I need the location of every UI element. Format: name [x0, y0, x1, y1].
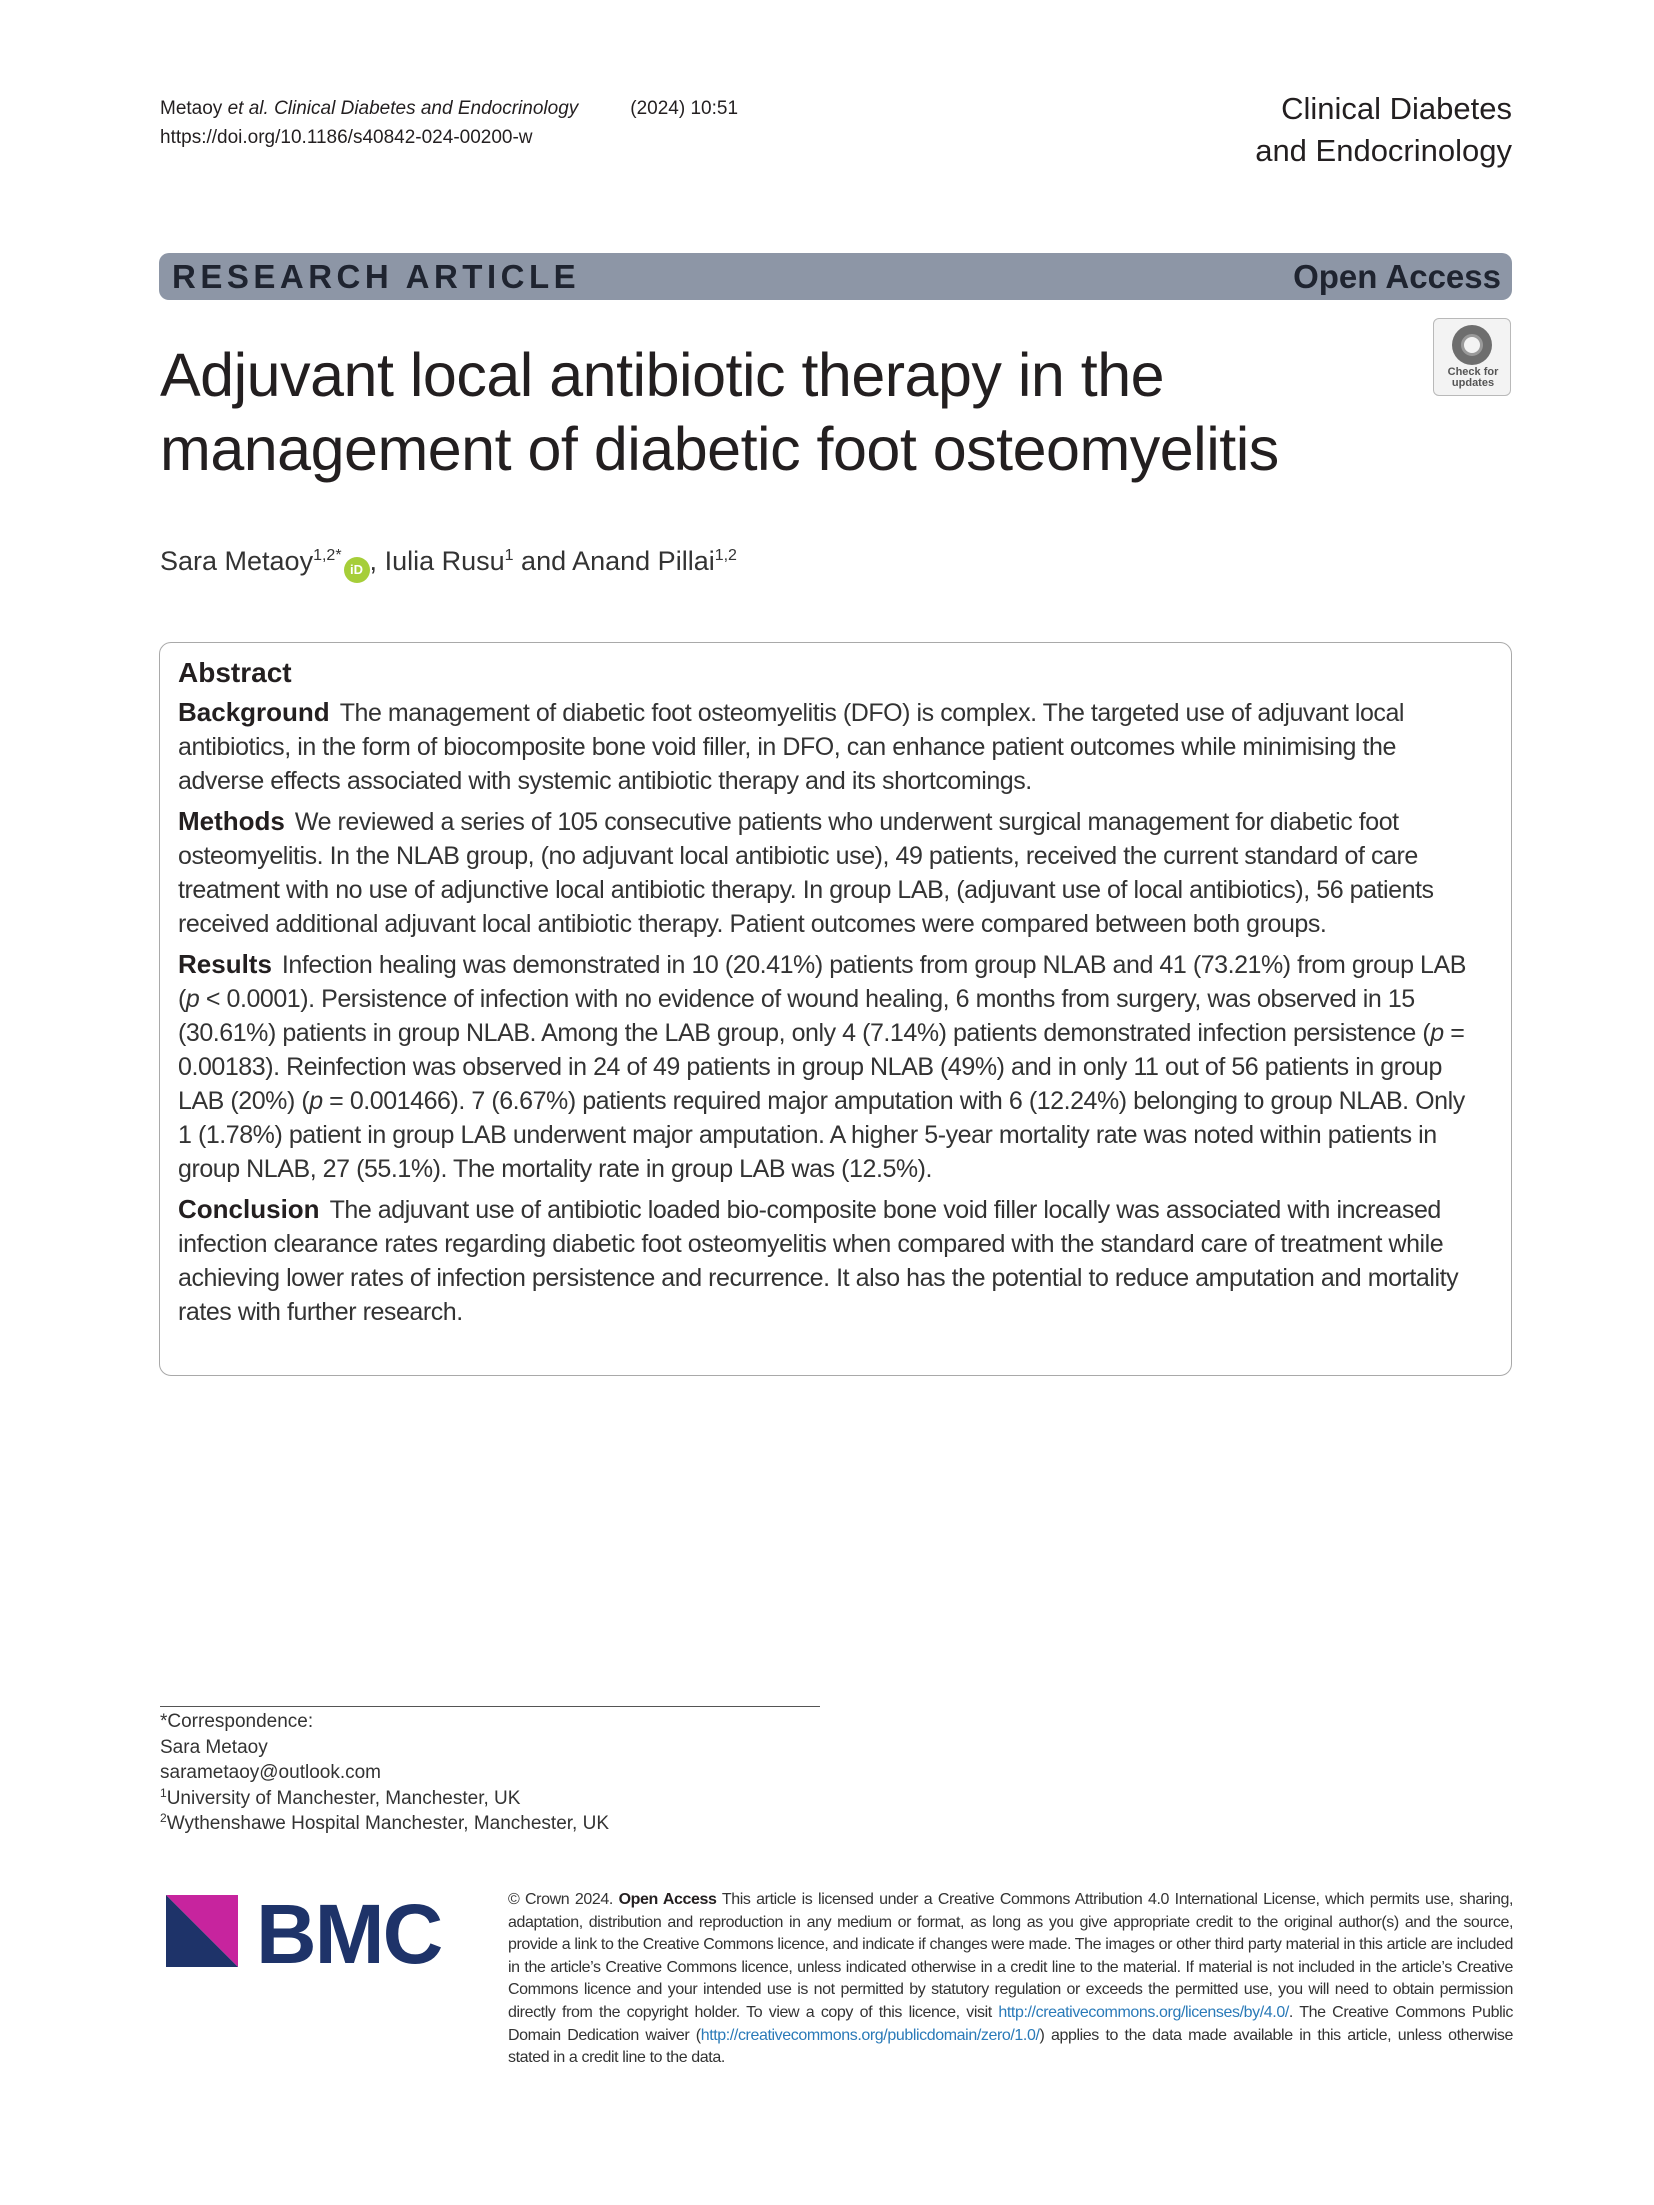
- background-text: The management of diabetic foot osteomyelitis (DFO) is complex. The targeted use of adjuvant local antibiotics, in the form of biocomposite bone void filler, in DFO, can enhance patient outcomes while minimising the adverse effects associated with systemic antibiotic therapy and its shortcomings.: [178, 699, 1405, 795]
- affiliation-1: [160, 1786, 609, 1812]
- correspondence-label: *Correspondence:: [160, 1711, 314, 1732]
- header-year-volume: (2024) 10:51: [630, 98, 739, 119]
- results-text-3: = 0.00183). Reinfection was observed in 24 of 49 patients in group NLAB (49%) and in only 11 out of 56 patients in group LAB (20%) (: [178, 1019, 1465, 1115]
- affiliation-number: 1: [160, 1785, 167, 1800]
- check-updates-label-line2: updates: [1451, 377, 1495, 389]
- abstract-background: [178, 695, 1481, 798]
- author-name[interactable]: Sara Metaoy: [160, 546, 314, 576]
- correspondence-name: Sara Metaoy: [160, 1736, 268, 1758]
- license-open-access: Open Access: [618, 1891, 717, 1908]
- results-text-1: Infection healing was demonstrated in 10 (20.41%) patients from group NLAB and 41 (73.21%) from group LAB (: [178, 951, 1466, 1013]
- abstract-box: [159, 642, 1512, 1376]
- author-affiliation: 1,2*: [313, 547, 342, 564]
- check-updates-icon: [1452, 325, 1492, 365]
- abstract-methods: [178, 804, 1481, 941]
- license-text-2: . The Creative Commons Public Domain Dedication waiver (: [508, 2003, 1513, 2044]
- citation-line: [160, 94, 738, 123]
- article-title: Adjuvant local antibiotic therapy in the management of diabetic foot osteomyelitis: [160, 341, 1279, 483]
- check-updates-label-line1: Check for: [1447, 366, 1499, 378]
- bmc-logo-text: BMC: [256, 1891, 442, 1971]
- header-et-al: et al.: [227, 98, 269, 119]
- affiliation-text: University of Manchester, Manchester, UK: [166, 1787, 521, 1809]
- correspondence-email[interactable]: sarametaoy@outlook.com: [160, 1762, 381, 1783]
- header-journal-italic: Clinical Diabetes and Endocrinology: [274, 98, 579, 119]
- open-access-label: Open Access: [1293, 258, 1501, 295]
- background-label: Background: [178, 697, 330, 727]
- methods-label: Methods: [178, 806, 285, 836]
- license-statement: [508, 1889, 1513, 2070]
- results-text-2: < 0.0001). Persistence of infection with no evidence of wound healing, 6 months from surgery, was observed in 15 (30.61%) patients in group NLAB. Among the LAB group, only 4 (7.14%) patients demonstrated infection persistence (: [178, 985, 1431, 1047]
- results-text-4: = 0.001466). 7 (6.67%) patients required major amputation with 6 (12.24%) belonging to group NLAB. Only 1 (1.78%) patient in group LAB underwent major amputation. A higher 5-year mortality rate was noted within patients in group NLAB, 27 (55.1%). The mortality rate in group LAB was (12.5%).: [178, 1087, 1465, 1183]
- author-affiliation: 1: [504, 547, 514, 564]
- journal-name-line2: and Endocrinology: [1255, 133, 1512, 168]
- abstract-conclusion: [178, 1192, 1481, 1329]
- running-header: [160, 94, 738, 152]
- article-type: RESEARCH ARTICLE: [172, 258, 581, 295]
- conclusion-label: Conclusion: [178, 1194, 320, 1224]
- license-text-1: This article is licensed under a Creative Commons Attribution 4.0 International License, which permits use, sharing, adaptation, distribution and reproduction in any medium or format, as long as you give appropriate credit to the original author(s) and the source, provide a link to the Creative Commons licence, and indicate if changes were made. The images or other third party material in this article are included in the article’s Creative Commons licence, unless indicated otherwise in a credit line to the material. If material is not included in the article’s Creative Commons licence and your intended use is not permitted by statutory regulation or exceeds the permitted use, you will need to obtain permission directly from the copyright holder. To view a copy of this licence, visit: [508, 1891, 1513, 2021]
- article-type-banner: [159, 253, 1512, 300]
- author-separator: and: [513, 546, 573, 576]
- abstract-results: [178, 947, 1481, 1186]
- journal-name: [1255, 88, 1512, 172]
- cc-zero-link[interactable]: http://creativecommons.org/publicdomain/zero/1.0/: [700, 2026, 1040, 2044]
- license-text-3: ) applies to the data made available in this article, unless otherwise stated in a credit line to the data.: [508, 2026, 1513, 2067]
- bmc-logo: [160, 1891, 470, 1971]
- p-value-symbol: p: [309, 1087, 323, 1115]
- abstract-heading: Abstract: [178, 657, 292, 688]
- header-authors: Metaoy: [160, 98, 228, 119]
- p-value-symbol: p: [1430, 1019, 1444, 1047]
- journal-name-line1: Clinical Diabetes: [1281, 91, 1512, 126]
- check-updates-label: [1434, 367, 1512, 389]
- doi-link[interactable]: https://doi.org/10.1186/s40842-024-00200-w: [160, 127, 533, 148]
- p-value-symbol: p: [185, 985, 200, 1013]
- copyright-text: © Crown 2024.: [508, 1891, 619, 1908]
- author-name[interactable]: Iulia Rusu: [384, 546, 505, 576]
- author-separator: ,: [369, 546, 385, 576]
- author-name[interactable]: Anand Pillai: [572, 546, 715, 576]
- cc-by-link[interactable]: http://creativecommons.org/licenses/by/4.0/: [998, 2003, 1289, 2021]
- conclusion-text: The adjuvant use of antibiotic loaded bio-composite bone void filler locally was associated with increased infection clearance rates regarding diabetic foot osteomyelitis when compared with the standard care of treatment while achieving lower rates of infection persistence and recurrence. It also has the potential to reduce amputation and mortality rates with further research.: [178, 1196, 1459, 1326]
- author-list: [160, 541, 737, 583]
- affiliation-2: [160, 1811, 609, 1837]
- orcid-icon[interactable]: iD: [344, 557, 370, 583]
- affiliation-number: 2: [160, 1811, 167, 1825]
- author-affiliation: 1,2: [714, 547, 737, 564]
- methods-text: We reviewed a series of 105 consecutive patients who underwent surgical management for diabetic foot osteomyelitis. In the NLAB group, (no adjuvant local antibiotic use), 49 patients, received the current standard of care treatment with no use of adjunctive local antibiotic therapy. In group LAB, (adjuvant use of local antibiotics), 56 patients received additional adjuvant local antibiotic therapy. Patient outcomes were compared between both groups.: [178, 808, 1434, 938]
- affiliation-text: Wythenshawe Hospital Manchester, Manchester, UK: [166, 1813, 610, 1834]
- footnote-divider: [160, 1706, 820, 1707]
- results-label: Results: [178, 949, 272, 979]
- footnotes: [160, 1709, 609, 1837]
- check-for-updates-badge[interactable]: [1433, 318, 1511, 396]
